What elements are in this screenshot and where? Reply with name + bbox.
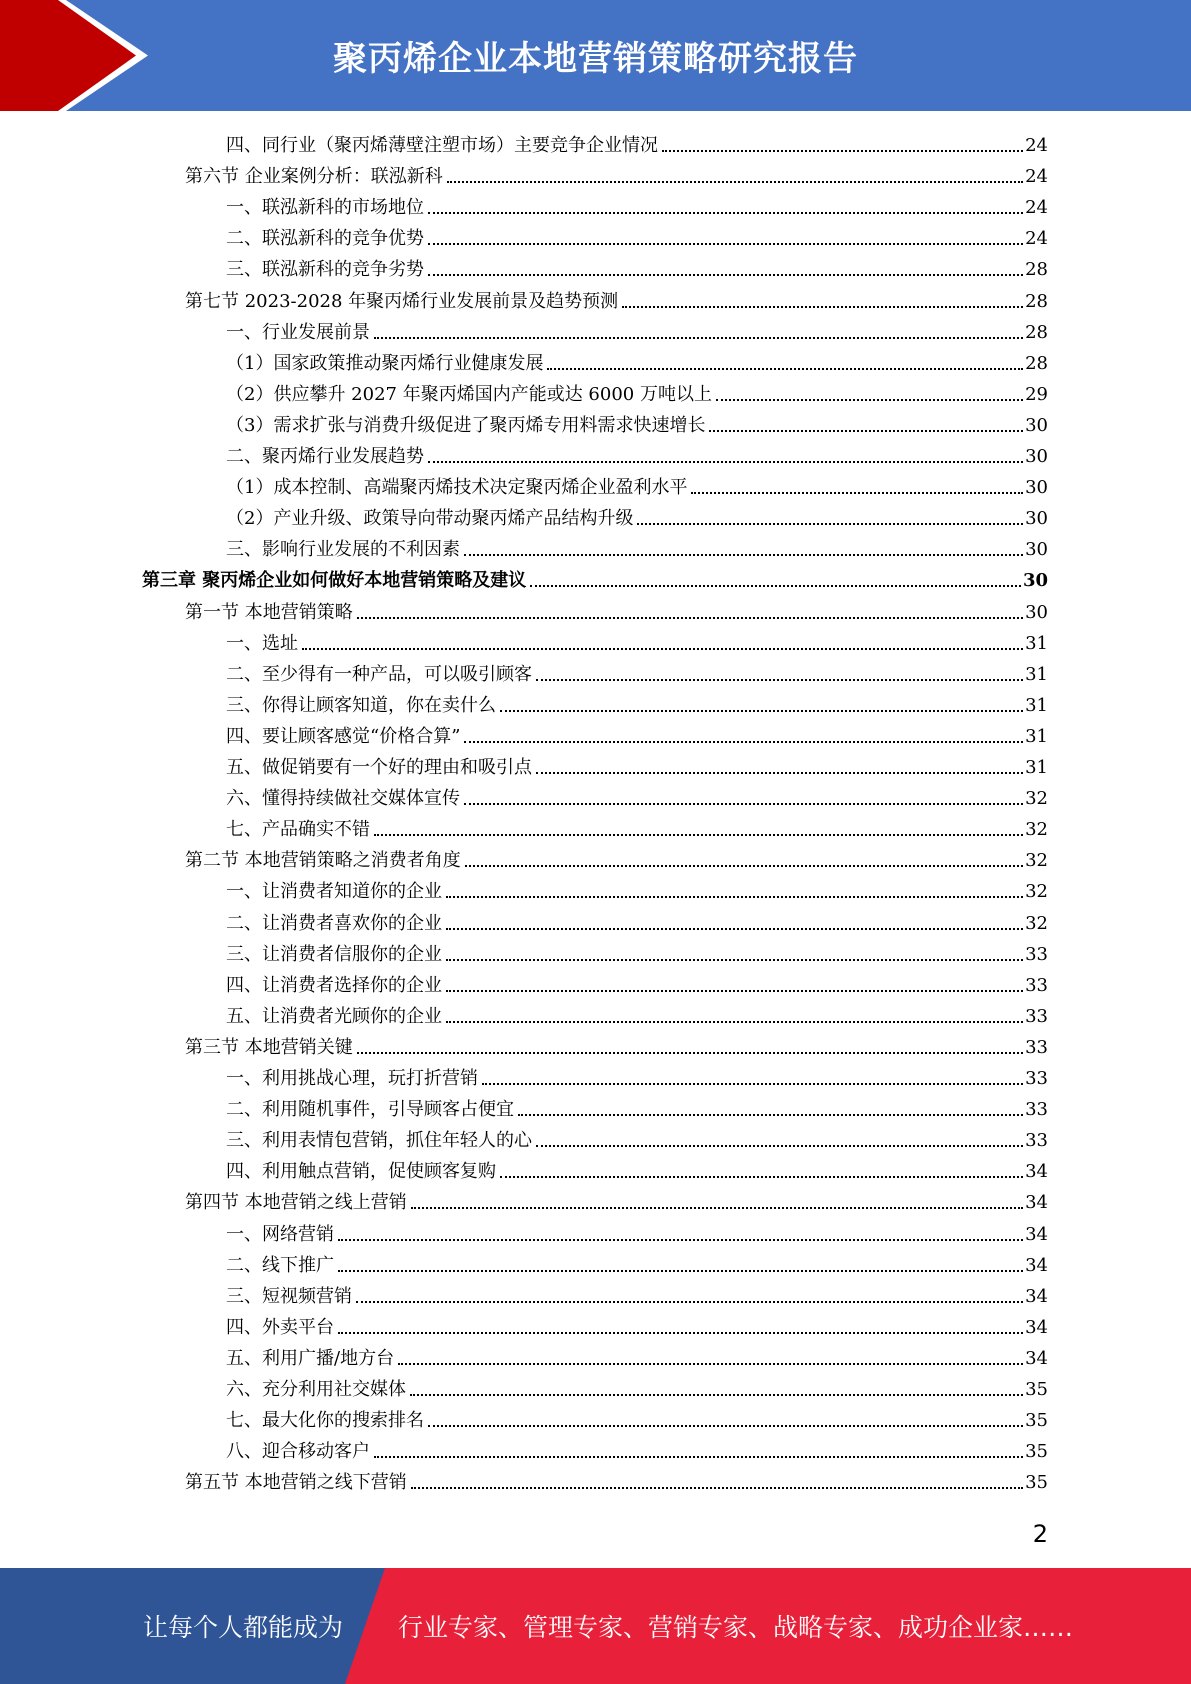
- toc-entry-title: 二、至少得有一种产品，可以吸引顾客: [226, 663, 532, 685]
- toc-dot-leader: [302, 648, 1023, 650]
- toc-entry-title: 一、网络营销: [226, 1223, 334, 1245]
- toc-item-entry[interactable]: [226, 220, 1048, 251]
- toc-entry-title: 四、让消费者选择你的企业: [226, 974, 442, 996]
- toc-entry-title: 五、让消费者光顾你的企业: [226, 1005, 442, 1027]
- toc-entry-page: 31: [1025, 725, 1048, 747]
- toc-dot-leader: [518, 1114, 1023, 1116]
- toc-entry-page: 32: [1025, 819, 1048, 841]
- toc-entry-page: 30: [1025, 601, 1048, 623]
- toc-entry-page: 33: [1025, 974, 1048, 996]
- toc-entry-page: 34: [1025, 1192, 1048, 1214]
- toc-item-entry[interactable]: [226, 656, 1048, 687]
- toc-entry-title: （2）产业升级、政策导向带动聚丙烯产品结构升级: [226, 508, 634, 530]
- toc-entry-title: 第二节 本地营销策略之消费者角度: [185, 850, 461, 872]
- toc-entry-page: 28: [1025, 259, 1048, 281]
- toc-dot-leader: [338, 1270, 1023, 1272]
- toc-entry-page: 34: [1025, 1161, 1048, 1183]
- toc-dot-leader: [691, 492, 1023, 494]
- toc-dot-leader: [410, 1394, 1023, 1396]
- toc-entry-title: 二、聚丙烯行业发展趋势: [226, 446, 424, 467]
- toc-entry-page: 34: [1025, 1254, 1048, 1276]
- toc-entry-title: 三、联泓新科的竞争劣势: [226, 259, 424, 281]
- toc-entry-page: 24: [1025, 197, 1048, 219]
- toc-entry-title: 第六节 企业案例分析：联泓新科: [185, 166, 443, 188]
- toc-entry-page: 30: [1025, 446, 1048, 467]
- toc-section-entry[interactable]: [185, 1184, 1048, 1215]
- toc-entry-page: 33: [1025, 943, 1048, 965]
- page-footer: [0, 1568, 1191, 1684]
- footer-slogan-right: 行业专家、管理专家、营销专家、战略专家、成功企业家……: [398, 1613, 1074, 1642]
- toc-entry-page: 31: [1025, 663, 1048, 685]
- toc-item-entry[interactable]: [226, 376, 1048, 407]
- toc-item-entry[interactable]: [226, 407, 1048, 438]
- toc-item-entry[interactable]: [226, 936, 1048, 967]
- toc-dot-leader: [464, 741, 1023, 743]
- toc-item-entry[interactable]: [226, 905, 1048, 936]
- toc-entry-title: 五、做促销要有一个好的理由和吸引点: [226, 757, 532, 778]
- toc-item-entry[interactable]: [226, 1278, 1048, 1309]
- toc-dot-leader: [465, 865, 1023, 867]
- toc-entry-title: 三、影响行业发展的不利因素: [226, 539, 460, 561]
- toc-dot-leader: [411, 1487, 1023, 1489]
- toc-dot-leader: [398, 1363, 1023, 1365]
- toc-dot-leader: [716, 399, 1023, 401]
- toc-item-entry[interactable]: [226, 1402, 1048, 1433]
- toc-item-entry[interactable]: [226, 1091, 1048, 1122]
- toc-entry-page: 30: [1025, 508, 1048, 530]
- toc-item-entry[interactable]: [226, 1216, 1048, 1247]
- toc-item-entry[interactable]: [226, 251, 1048, 282]
- toc-entry-page: 32: [1025, 788, 1048, 810]
- toc-item-entry[interactable]: [226, 749, 1048, 780]
- toc-entry-title: 八、迎合移动客户: [226, 1441, 370, 1463]
- toc-dot-leader: [500, 1176, 1023, 1178]
- toc-entry-page: 28: [1025, 321, 1048, 343]
- toc-dot-leader: [500, 710, 1023, 712]
- toc-entry-title: 三、短视频营销: [226, 1285, 352, 1307]
- toc-entry-page: 30: [1025, 477, 1048, 499]
- toc-entry-title: 第一节 本地营销策略: [185, 601, 353, 623]
- toc-section-entry[interactable]: [185, 594, 1048, 625]
- toc-entry-title: 七、产品确实不错: [226, 819, 370, 841]
- toc-entry-page: 35: [1025, 1410, 1048, 1432]
- toc-item-entry[interactable]: [226, 127, 1048, 158]
- toc-entry-title: 一、联泓新科的市场地位: [226, 197, 424, 219]
- toc-item-entry[interactable]: [226, 1122, 1048, 1153]
- toc-entry-title: 四、同行业（聚丙烯薄壁注塑市场）主要竞争企业情况: [226, 135, 658, 156]
- toc-entry-page: 33: [1025, 1099, 1048, 1121]
- toc-item-entry[interactable]: [226, 314, 1048, 345]
- toc-entry-title: 三、你得让顾客知道，你在卖什么: [226, 694, 496, 716]
- toc-entry-title: 一、选址: [226, 632, 298, 654]
- toc-item-entry[interactable]: [226, 967, 1048, 998]
- report-title: 聚丙烯企业本地营销策略研究报告: [333, 39, 858, 79]
- toc-entry-page: 33: [1025, 1005, 1048, 1027]
- toc-entry-page: 30: [1022, 570, 1048, 592]
- toc-dot-leader: [662, 150, 1023, 152]
- toc-entry-title: 五、利用广播/地方台: [226, 1347, 395, 1369]
- toc-entry-title: 六、充分利用社交媒体: [226, 1379, 406, 1400]
- toc-dot-leader: [447, 181, 1023, 183]
- toc-item-entry[interactable]: [226, 1433, 1048, 1464]
- toc-section-entry[interactable]: [185, 842, 1048, 873]
- toc-entry-page: 35: [1025, 1441, 1048, 1463]
- toc-entry-title: 四、利用触点营销，促使顾客复购: [226, 1161, 496, 1183]
- toc-dot-leader: [356, 1301, 1023, 1303]
- toc-entry-title: （2）供应攀升 2027 年聚丙烯国内产能或达 6000 万吨以上: [226, 383, 712, 405]
- toc-dot-leader: [428, 461, 1023, 463]
- toc-entry-title: 第三章 聚丙烯企业如何做好本地营销策略及建议: [142, 570, 527, 592]
- toc-item-entry[interactable]: [226, 189, 1048, 220]
- toc-item-entry[interactable]: [226, 1153, 1048, 1184]
- chevron-logo-icon: [0, 0, 160, 111]
- toc-dot-leader: [338, 1239, 1023, 1241]
- toc-item-entry[interactable]: [226, 531, 1048, 562]
- toc-entry-title: 一、让消费者知道你的企业: [226, 881, 442, 903]
- toc-dot-leader: [446, 928, 1023, 930]
- toc-entry-title: 二、联泓新科的竞争优势: [226, 228, 424, 250]
- toc-dot-leader: [428, 1425, 1023, 1427]
- toc-entry-title: 一、利用挑战心理，玩打折营销: [226, 1068, 478, 1089]
- toc-entry-page: 28: [1025, 352, 1048, 374]
- toc-dot-leader: [357, 1052, 1023, 1054]
- toc-dot-leader: [637, 523, 1023, 525]
- toc-entry-page: 35: [1025, 1472, 1048, 1494]
- toc-dot-leader: [464, 554, 1023, 556]
- toc-item-entry[interactable]: [226, 438, 1048, 469]
- toc-entry-page: 33: [1025, 1130, 1048, 1152]
- toc-entry-title: 第七节 2023-2028 年聚丙烯行业发展前景及趋势预测: [185, 290, 619, 312]
- toc-entry-title: 三、让消费者信服你的企业: [226, 943, 442, 965]
- toc-item-entry[interactable]: [226, 687, 1048, 718]
- toc-entry-title: 第四节 本地营销之线上营销: [185, 1192, 407, 1214]
- toc-section-entry[interactable]: [185, 283, 1048, 314]
- toc-entry-title: 第五节 本地营销之线下营销: [185, 1472, 407, 1494]
- toc-item-entry[interactable]: [226, 1247, 1048, 1278]
- toc-dot-leader: [547, 368, 1023, 370]
- toc-dot-leader: [446, 896, 1023, 898]
- toc-entry-page: 32: [1025, 881, 1048, 903]
- toc-entry-page: 34: [1025, 1285, 1048, 1307]
- toc-entry-page: 35: [1025, 1379, 1048, 1400]
- toc-item-entry[interactable]: [226, 345, 1048, 376]
- toc-dot-leader: [536, 679, 1023, 681]
- toc-dot-leader: [536, 772, 1023, 774]
- toc-item-entry[interactable]: [226, 1340, 1048, 1371]
- toc-dot-leader: [446, 1021, 1023, 1023]
- toc-item-entry[interactable]: [226, 1371, 1048, 1402]
- toc-item-entry[interactable]: [226, 998, 1048, 1029]
- toc-item-entry[interactable]: [226, 469, 1048, 500]
- toc-dot-leader: [530, 585, 1021, 587]
- toc-dot-leader: [482, 1083, 1023, 1085]
- toc-entry-title: （1）成本控制、高端聚丙烯技术决定聚丙烯企业盈利水平: [226, 477, 688, 499]
- toc-dot-leader: [709, 430, 1023, 432]
- toc-entry-title: 二、让消费者喜欢你的企业: [226, 912, 442, 934]
- toc-dot-leader: [338, 1332, 1023, 1334]
- toc-item-entry[interactable]: [226, 1060, 1048, 1091]
- toc-item-entry[interactable]: [226, 718, 1048, 749]
- toc-entry-title: 七、最大化你的搜索排名: [226, 1410, 424, 1432]
- toc-item-entry[interactable]: [226, 811, 1048, 842]
- toc-entry-page: 34: [1025, 1223, 1048, 1245]
- toc-dot-leader: [446, 959, 1023, 961]
- toc-entry-page: 24: [1025, 135, 1048, 156]
- toc-dot-leader: [622, 306, 1023, 308]
- toc-entry-page: 31: [1025, 694, 1048, 716]
- toc-item-entry[interactable]: [226, 873, 1048, 904]
- toc-dot-leader: [464, 803, 1023, 805]
- page-header: [0, 0, 1191, 111]
- toc-dot-leader: [374, 337, 1023, 339]
- page-number: 2: [1032, 1520, 1048, 1548]
- toc-item-entry[interactable]: [226, 780, 1048, 811]
- toc-entry-page: 29: [1025, 383, 1048, 405]
- toc-dot-leader: [411, 1207, 1023, 1209]
- toc-entry-page: 32: [1025, 912, 1048, 934]
- toc-entry-page: 33: [1025, 1036, 1048, 1058]
- toc-entry-title: 三、利用表情包营销，抓住年轻人的心: [226, 1130, 532, 1152]
- toc-dot-leader: [536, 1145, 1023, 1147]
- toc-entry-title: 一、行业发展前景: [226, 321, 370, 343]
- toc-item-entry[interactable]: [226, 625, 1048, 656]
- toc-item-entry[interactable]: [226, 1309, 1048, 1340]
- toc-chapter-entry[interactable]: [142, 562, 1048, 593]
- toc-entry-page: 33: [1025, 1068, 1048, 1089]
- toc-entry-page: 28: [1025, 290, 1048, 312]
- toc-section-entry[interactable]: [185, 1029, 1048, 1060]
- toc-entry-title: （1）国家政策推动聚丙烯行业健康发展: [226, 352, 544, 374]
- toc-entry-page: 24: [1025, 228, 1048, 250]
- toc-entry-page: 34: [1025, 1316, 1048, 1338]
- toc-entry-title: （3）需求扩张与消费升级促进了聚丙烯专用料需求快速增长: [226, 414, 706, 436]
- toc-dot-leader: [428, 243, 1023, 245]
- toc-entry-page: 24: [1025, 166, 1048, 188]
- toc-entry-title: 六、懂得持续做社交媒体宣传: [226, 788, 460, 810]
- toc-entry-title: 第三节 本地营销关键: [185, 1036, 353, 1058]
- toc-entry-page: 30: [1025, 539, 1048, 561]
- toc-entry-page: 31: [1025, 757, 1048, 778]
- toc-dot-leader: [428, 274, 1023, 276]
- toc-entry-title: 四、要让顾客感觉“价格合算”: [226, 725, 461, 747]
- toc-dot-leader: [428, 212, 1023, 214]
- toc-section-entry[interactable]: [185, 1464, 1048, 1495]
- toc-section-entry[interactable]: [185, 158, 1048, 189]
- toc-dot-leader: [374, 834, 1023, 836]
- toc-entry-page: 34: [1025, 1347, 1048, 1369]
- toc-entry-title: 四、外卖平台: [226, 1316, 334, 1338]
- toc-entry-title: 二、利用随机事件，引导顾客占便宜: [226, 1099, 514, 1121]
- toc-entry-page: 32: [1025, 850, 1048, 872]
- toc-entry-page: 31: [1025, 632, 1048, 654]
- footer-slogan-left: 让每个人都能成为: [143, 1613, 344, 1642]
- toc-dot-leader: [357, 617, 1023, 619]
- toc-entry-page: 30: [1025, 414, 1048, 436]
- toc-entry-title: 二、线下推广: [226, 1254, 334, 1276]
- toc-dot-leader: [446, 990, 1023, 992]
- toc-item-entry[interactable]: [226, 500, 1048, 531]
- toc-dot-leader: [374, 1456, 1023, 1458]
